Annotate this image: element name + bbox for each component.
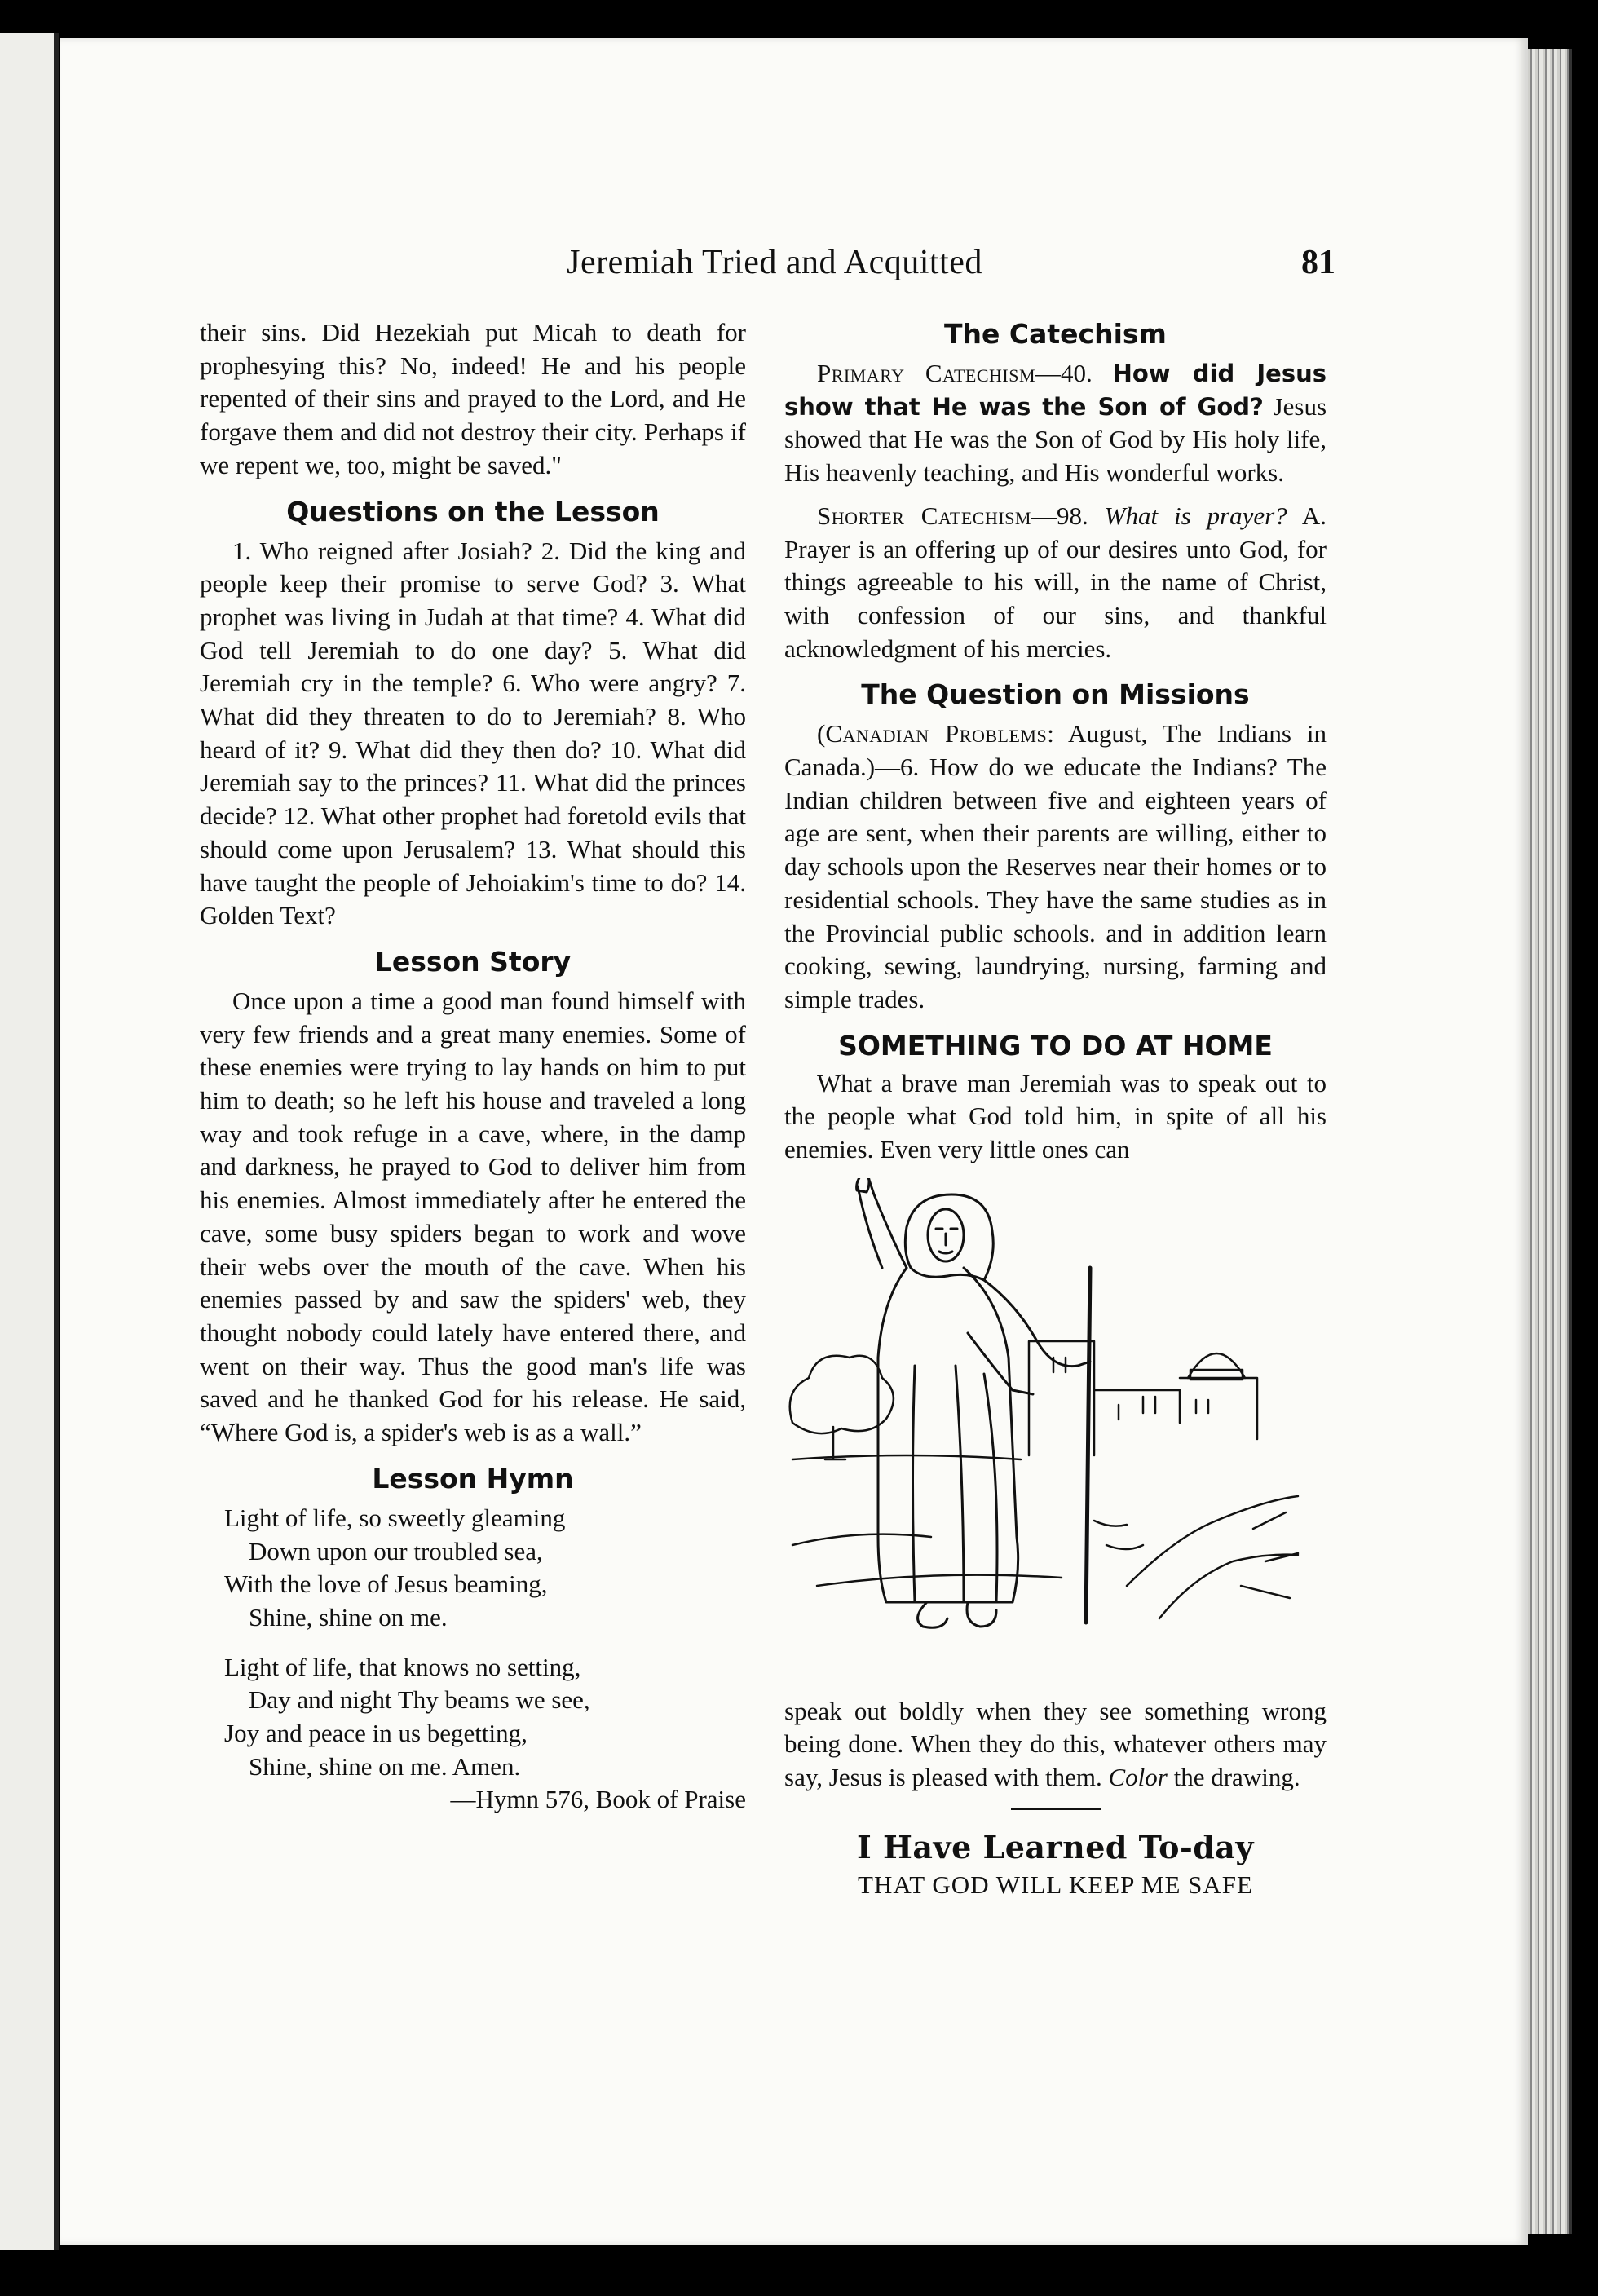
learned-today-heading: I Have Learned To-day: [857, 1828, 1254, 1866]
home-text-intro: What a brave man Jeremiah was to speak out to the people what God told him, in spite of all his enemies. Even very little ones can: [784, 1068, 1327, 1164]
home-text-continued: speak out boldly when they see something wrong being done. When they do this, whatever others may say, Jesus is pleased with them. Color the drawing.: [784, 1696, 1327, 1792]
page-number: 81: [1301, 244, 1335, 281]
hymn-line: Light of life, that knows no setting,: [224, 1652, 581, 1681]
shorter-catechism-label: Shorter Catechism: [817, 501, 1031, 530]
running-title: Jeremiah Tried and Acquitted: [567, 244, 982, 281]
learned-today-line: THAT GOD WILL KEEP ME SAFE: [858, 1870, 1253, 1899]
hymn-line: With the love of Jesus beaming,: [224, 1570, 548, 1599]
hymn-line: Shine, shine on me.: [249, 1602, 448, 1631]
prophet-figure: [857, 1178, 1090, 1627]
intro-paragraph: their sins. Did Hezekiah put Micah to death for prophesying this? No, indeed! He and his people repented of their sins and prayed to the Lord, and He forgave them and did not destroy their city. Perhaps if we repent we, too, might be saved.": [200, 318, 746, 479]
shorter-catechism: [784, 500, 1327, 666]
primary-catechism-answer: Jesus showed that He was the Son of God by His holy life, His heavenly teaching, and His wonderful works.: [784, 391, 1327, 488]
shorter-catechism-number: —98.: [1031, 501, 1088, 530]
divider-rule: [1011, 1808, 1101, 1810]
hymn-line: Down upon our troubled sea,: [249, 1536, 543, 1565]
primary-catechism-number: —40.: [1035, 359, 1093, 387]
catechism-heading: The Catechism: [944, 318, 1167, 350]
page-edges: [1528, 49, 1572, 2234]
city-walls: [1029, 1341, 1257, 1455]
primary-catechism-question: How did Jesus show that He was the Son of God?: [784, 360, 1327, 421]
missions-label: Canadian Problems: [825, 719, 1048, 748]
staff: [1086, 1268, 1090, 1623]
questions-heading: Questions on the Lesson: [286, 495, 660, 528]
hymn-line: Light of life, so sweetly gleaming: [224, 1503, 566, 1532]
hymn-line: Joy and peace in us begetting,: [224, 1719, 528, 1748]
hymn-line: Shine, shine on me. Amen.: [249, 1751, 521, 1781]
facing-page-edge: [0, 33, 59, 2250]
right-column: [784, 316, 1327, 1903]
hymn-attribution: —Hymn 576, Book of Praise: [450, 1785, 746, 1814]
missions-heading: The Question on Missions: [861, 678, 1250, 711]
lesson-story-text: Once upon a time a good man found himself with very few friends and a great many enemies. Some of these enemies were trying to lay hands on him to put him to death; so he left his house and traveled a long way and took refuge in a cave, where, in the damp and darkness, he prayed to God to deliver him from his enemies. Almost immediately after he entered the cave, some busy spiders began to work and wove their webs over the mouth of the cave. When his enemies passed by and saw the spiders' web, they thought nobody could lately have entered there, and went on their way. Thus the good man's life was saved and he thanked God for his release. He said, “Where God is, a spider's web is as a wall.”: [200, 986, 746, 1447]
missions-paragraph: (Canadian Problems: August, The Indians in Canada.)—6. How do we educate the Indians? The Indian children between five and eighteen years of age are sent, when their parents are willing, either to day schools upon the Reserves near their homes or to residential schools. They have the same studies as in the Provincial public schools. and in addition learn cooking, sewing, laundrying, nursing, farming and simple trades.: [784, 719, 1327, 1013]
shorter-catechism-question: What is prayer?: [1104, 501, 1287, 530]
something-to-do-heading: SOMETHING TO DO AT HOME: [838, 1029, 1273, 1062]
primary-catechism: [784, 357, 1327, 490]
ground: [792, 1455, 1298, 1618]
shorter-catechism-answer: A. Prayer is an offering up of our desires unto God, for things agreeable to his will, in the name of Christ, with confession of our sins, and thankful acknowledgment of his mercies.: [784, 501, 1327, 663]
left-column: [200, 316, 746, 1817]
lesson-story-heading: Lesson Story: [374, 945, 572, 978]
jeremiah-illustration: [784, 1178, 1327, 1684]
lesson-hymn-heading: Lesson Hymn: [372, 1462, 574, 1495]
color-instruction: Color: [1108, 1763, 1168, 1792]
questions-text: 1. Who reigned after Josiah? 2. Did the king and people keep their promise to serve God? 3. What prophet was living in Judah at that time? 4. What did God tell Jeremiah to do one day? 5. What did Jeremiah cry in the temple? 6. Who were angry? 7. What did they threaten to do to Jeremiah? 8. Who heard of it? 9. What did they then do? 10. What did Jeremiah say to the princes? 11. What did the princes decide? 12. What other prophet had foretold evils that should come upon Jerusalem? 13. What should this have taught the people of Jehoiakim's time to do? 14. Golden Text?: [200, 536, 746, 930]
hymn-line: Day and night Thy beams we see,: [249, 1685, 590, 1715]
lesson-hymn: [200, 1502, 746, 1817]
primary-catechism-label: Primary Catechism: [817, 359, 1036, 387]
missions-text: : August, The Indians in Canada.)—6. How do we educate the Indians? The Indian children between five and eighteen years of age are sent, when their parents are willing, either to day schools upon the Reserves near their homes or to residential schools. They have the same studies as in the Provincial public schools. and in addition learn cooking, sewing, laundrying, nursing, farming and simple trades.: [784, 719, 1327, 1013]
